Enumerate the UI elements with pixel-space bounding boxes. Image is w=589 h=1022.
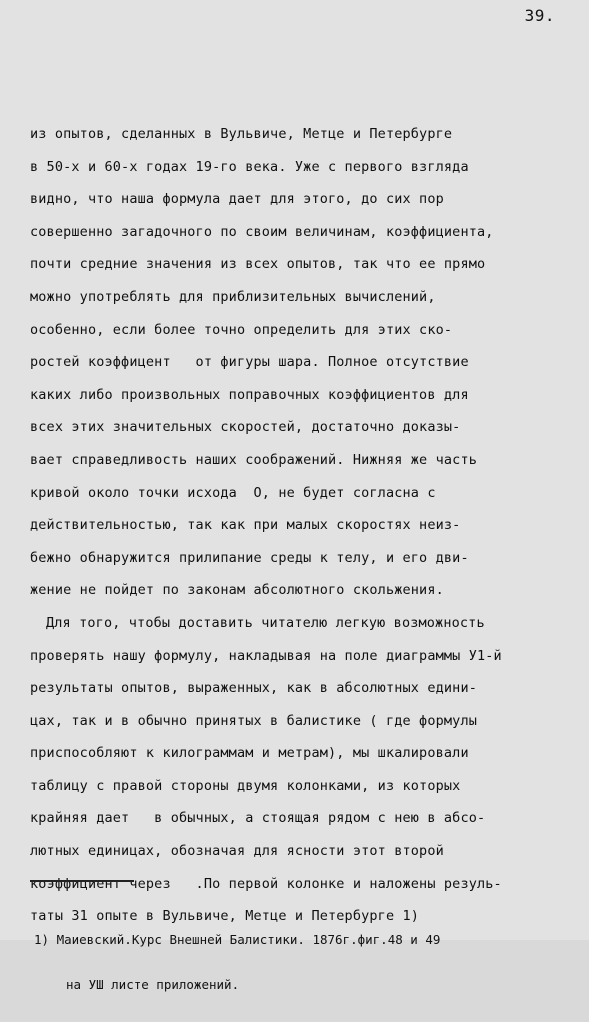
- text-line: можно употреблять для приблизительных вычислений,: [30, 288, 436, 305]
- text-line: результаты опытов, выраженных, как в абсолютных едини-: [30, 680, 477, 697]
- page-number: 39.: [524, 6, 555, 25]
- text-line: из опытов, сделанных в Вульвиче, Метце и Петербурге: [30, 126, 453, 142]
- text-line: особенно, если более точно определить для этих ско-: [30, 321, 453, 338]
- text-line: таблицу с правой стороны двумя колонками, из которых: [30, 777, 461, 794]
- footnote-divider: [30, 880, 134, 882]
- footnote-line: на УШ листе приложений.: [66, 977, 240, 992]
- footnote: [34, 902, 579, 1022]
- text-line: ростей коэффицент от фигуры шара. Полное отсутствие: [30, 354, 469, 371]
- text-line: почти средние значения из всех опытов, так что ее прямо: [30, 256, 486, 273]
- text-line: видно, что наша формула дает для этого, до сих пор: [30, 191, 444, 208]
- text-line: крайняя дает в обычных, а стоящая рядом с нею в абсо-: [30, 810, 486, 827]
- paragraph-start-line: Для того, чтобы доставить читателю легкую возможность: [46, 614, 485, 631]
- text-line: цах, так и в обычно принятых в балистике ( где формулы: [30, 712, 477, 729]
- text-line: вает справедливость наших соображений. Нижняя же часть: [30, 451, 477, 468]
- text-line: жение не пойдет по законам абсолютного скольжения.: [30, 582, 444, 599]
- text-line: кривой около точки исхода О, не будет согласна с: [30, 484, 436, 501]
- text-line: приспособляют к килограммам и метрам), мы шкалировали: [30, 745, 469, 762]
- text-line: действительностью, так как при малых скоростях неиз-: [30, 517, 461, 534]
- text-line: всех этих значительных скоростей, достаточно доказы-: [30, 419, 461, 436]
- text-line: бежно обнаружится прилипание среды к телу, и его дви-: [30, 549, 469, 566]
- text-line: каких либо произвольных поправочных коэффициентов для: [30, 386, 469, 403]
- text-line: лютных единицах, обозначая для ясности этот второй: [30, 843, 444, 860]
- text-line: проверять нашу формулу, накладывая на поле диаграммы У1-й: [30, 647, 502, 664]
- footnote-line: 1) Маиевский.Курс Внешней Балистики. 1876г.фиг.48 и 49: [34, 932, 441, 947]
- text-line: совершенно загадочного по своим величинам, коэффициента,: [30, 223, 494, 240]
- text-line: таты 31 опыте в Вульвиче, Метце и Петербурге 1): [30, 908, 420, 925]
- body-text: [30, 118, 575, 933]
- text-line: коэффициент через .По первой колонке и наложены резуль-: [30, 875, 502, 892]
- text-line: в 50-х и 60-х годах 19-го века. Уже с первого взгляда: [30, 158, 469, 175]
